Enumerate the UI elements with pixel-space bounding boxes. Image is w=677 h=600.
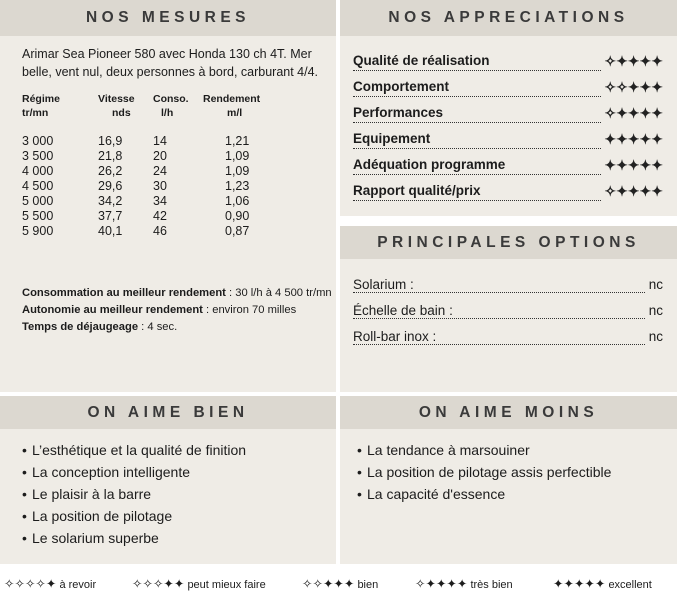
rating-stars: ✧✧✦✦✦ — [604, 79, 663, 95]
table-row: 4 500 29,6 30 1,23 — [22, 179, 250, 193]
table-row: 3 500 21,8 20 1,09 — [22, 149, 250, 163]
mesures-table-header — [22, 92, 295, 120]
mesures-title: NOS MESURES — [0, 0, 336, 36]
col-conso: Conso. l/h — [153, 93, 189, 119]
rating-stars: ✧✧✧✦✦ — [132, 577, 185, 591]
legend-item: ✧✧✦✦✦ bien — [302, 577, 379, 591]
mesures-table — [22, 92, 295, 239]
note-autonomie: Autonomie au meilleur rendement : environ 70 milles — [22, 304, 297, 316]
mesures-notes — [22, 285, 332, 336]
mesures-intro: Arimar Sea Pioneer 580 avec Honda 130 ch 4T. Mer belle, vent nul, deux personnes à bord, carburant 4/4. — [22, 47, 319, 79]
rating-stars: ✧✦✦✦✦ — [604, 105, 663, 121]
list-item: • Le plaisir à la barre — [22, 483, 246, 505]
options-panel — [340, 226, 677, 392]
table-row: 3 000 16,9 14 1,21 — [22, 134, 250, 148]
mesures-panel — [0, 0, 336, 392]
table-row: 5 900 40,1 46 0,87 — [22, 224, 250, 238]
option-row: Solarium : nc — [353, 277, 663, 292]
list-item: • La conception intelligente — [22, 461, 246, 483]
list-item: • La tendance à marsouiner — [357, 439, 611, 461]
list-item: • Le solarium superbe — [22, 527, 246, 549]
appreciation-row: Adéquation programme ✦✦✦✦✦ — [353, 157, 663, 173]
table-row: 5 500 37,7 42 0,90 — [22, 209, 250, 223]
aime-bien-list — [22, 439, 246, 549]
rating-stars: ✦✦✦✦✦ — [604, 157, 663, 173]
list-item: • L’esthétique et la qualité de finition — [22, 439, 246, 461]
appreciation-row: Rapport qualité/prix ✧✦✦✦✦ — [353, 183, 663, 199]
appreciations-title: NOS APPRECIATIONS — [340, 0, 677, 36]
list-item: • La position de pilotage assis perfectible — [357, 461, 611, 483]
appreciation-row: Qualité de réalisation ✧✦✦✦✦ — [353, 53, 663, 69]
col-rendement: Rendement m/l — [203, 93, 261, 119]
rating-stars: ✦✦✦✦✦ — [553, 577, 606, 591]
rating-stars: ✧✧✧✧✦ — [4, 577, 57, 591]
aime-moins-list — [357, 439, 611, 505]
legend-item: ✧✧✧✦✦ peut mieux faire — [132, 577, 266, 591]
options-title: PRINCIPALES OPTIONS — [340, 226, 677, 259]
col-regime: Régime tr/mn — [22, 93, 60, 119]
list-item: • La position de pilotage — [22, 505, 246, 527]
aime-moins-panel — [340, 396, 677, 564]
option-row: Échelle de bain : nc — [353, 303, 663, 318]
appreciations-panel — [340, 0, 677, 216]
rating-stars: ✧✦✦✦✦ — [415, 577, 468, 591]
rating-legend — [0, 572, 677, 596]
appreciation-row: Equipement ✦✦✦✦✦ — [353, 131, 663, 147]
rating-stars: ✧✧✦✦✦ — [302, 577, 355, 591]
note-dejaugeage: Temps de déjaugeage : 4 sec. — [22, 321, 178, 333]
aime-bien-panel — [0, 396, 336, 564]
appreciation-row: Comportement ✧✧✦✦✦ — [353, 79, 663, 95]
appreciation-row: Performances ✧✦✦✦✦ — [353, 105, 663, 121]
aime-moins-title: ON AIME MOINS — [340, 396, 677, 429]
rating-stars: ✦✦✦✦✦ — [604, 131, 663, 147]
table-row: 4 000 26,2 24 1,09 — [22, 164, 250, 178]
legend-item: ✧✧✧✧✦ à revoir — [4, 577, 97, 591]
option-row: Roll-bar inox : nc — [353, 329, 663, 344]
table-row: 5 000 34,2 34 1,06 — [22, 194, 250, 208]
aime-bien-title: ON AIME BIEN — [0, 396, 336, 429]
rating-stars: ✧✦✦✦✦ — [604, 53, 663, 69]
rating-stars: ✧✦✦✦✦ — [604, 183, 663, 199]
note-consommation: Consommation au meilleur rendement : 30 l/h à 4 500 tr/mn — [22, 287, 332, 299]
list-item: • La capacité d'essence — [357, 483, 611, 505]
legend-item: ✦✦✦✦✦ excellent — [553, 577, 652, 591]
col-vitesse: Vitesse nds — [98, 93, 135, 119]
legend-item: ✧✦✦✦✦ très bien — [415, 577, 513, 591]
